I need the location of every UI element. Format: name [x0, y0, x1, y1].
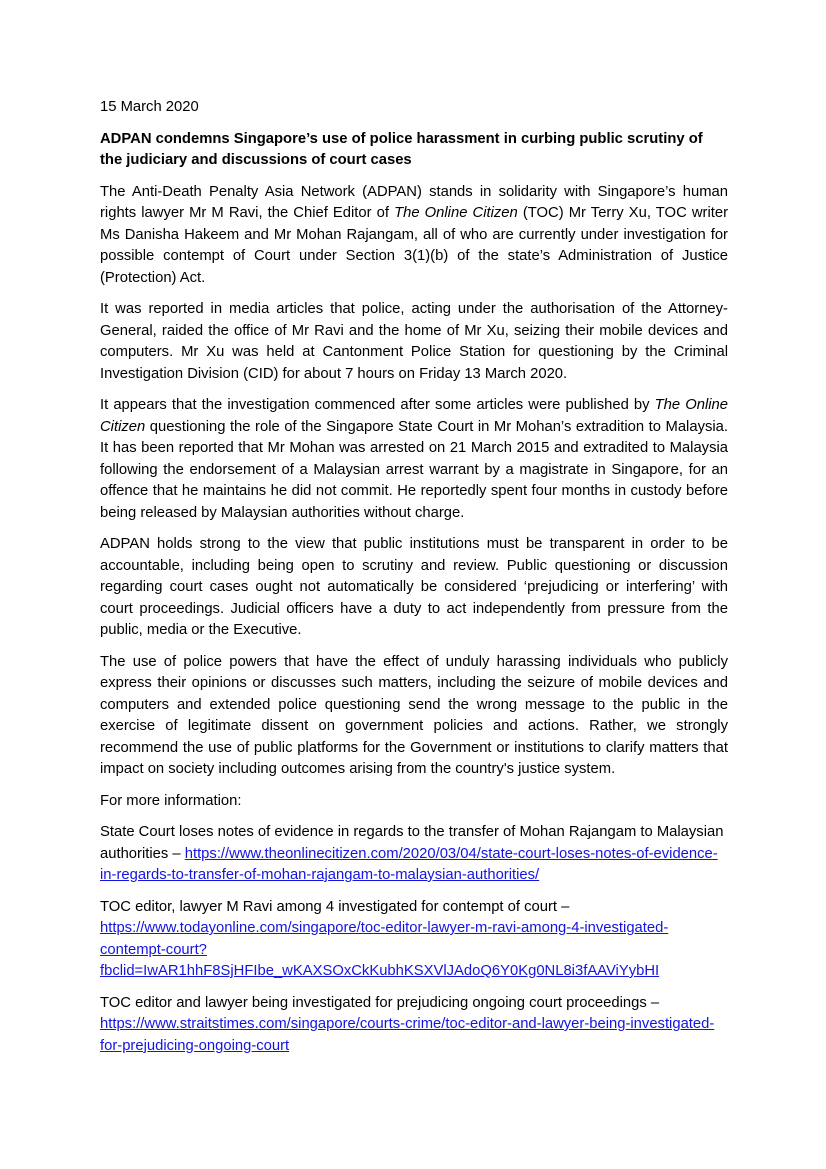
link-paragraph-state-court — [100, 822, 728, 887]
link-lead-text: State Court loses notes of evidence in regards to the transfer of Mohan Rajangam to Malaysian authorities – — [100, 824, 724, 862]
paragraph-police-powers: The use of police powers that have the effect of unduly harassing individuals who publicly express their opinions or discusses such matters, including the seizure of mobile devices and computers and extended police questioning send the wrong message to the public in the exercise of legitimate dissent on government policies and actions. Rather, we strongly recommend the use of public platforms for the Government or institutions to clarify matters that impact on society including outcomes arising from the country's justice system. — [100, 653, 728, 777]
link-paragraph-toc-editor-prejudicing — [100, 993, 728, 1058]
link-lead-text: TOC editor and lawyer being investigated for prejudicing ongoing court proceedings – — [100, 994, 660, 1011]
link-lead-text: TOC editor, lawyer M Ravi among 4 investigated for contempt of court – — [100, 898, 570, 915]
link-straitstimes-article[interactable]: https://www.straitstimes.com/singapore/courts-crime/toc-editor-and-lawyer-being-investigated-for-prejudicing-ongoing-court — [100, 1016, 715, 1054]
paragraph-text: It appears that the investigation commenced after some articles were published by — [100, 397, 655, 413]
paragraph-text: The Anti-Death Penalty Asia Network (ADPAN) stands in solidarity with Singapore’s human rights lawyer Mr M Ravi, the Chief Editor of — [100, 183, 728, 221]
link-paragraph-toc-editor-contempt — [100, 897, 728, 983]
paragraph-text: (TOC) Mr Terry Xu, TOC writer Ms Danisha Hakeem and Mr Mohan Rajangam, all of who are currently under investigation for possible contempt of Court under Section 3(1)(b) of the state’s Administration of Justice (Protection) Act. — [100, 205, 729, 286]
paragraph-police-raid: It was reported in media articles that police, acting under the authorisation of the Attorney-General, raided the office of Mr Ravi and the home of Mr Xu, seizing their mobile devices and computers. Mr Xu was held at Cantonment Police Station for questioning by the Criminal Investigation Division (CID) for about 7 hours on Friday 13 March 2020. — [100, 301, 728, 382]
paragraph-solidarity — [100, 182, 728, 290]
link-theonlinecitizen-article[interactable]: https://www.theonlinecitizen.com/2020/03/04/state-court-loses-notes-of-evidence-in-regards-to-transfer-of-mohan-rajangam-to-malaysian-authorities/ — [100, 845, 718, 883]
publication-name-italic: The Online Citizen — [394, 205, 518, 221]
publication-name-italic: The Online Citizen — [100, 397, 728, 435]
link-todayonline-article[interactable]: https://www.todayonline.com/singapore/toc-editor-lawyer-m-ravi-among-4-investigated-contempt-court?fbclid=IwAR1hhF8SjHFIbe_wKAXSOxCkKubhKSXVlJAdoQ6Y0Kg0NL8i3fAAViYybHI — [100, 920, 669, 979]
document-title: ADPAN condemns Singapore’s use of police harassment in curbing public scrutiny of the judiciary and discussions of court cases — [100, 130, 703, 168]
paragraph-investigation-origin — [100, 395, 728, 524]
paragraph-text: questioning the role of the Singapore State Court in Mr Mohan’s extradition to Malaysia. It has been reported that Mr Mohan was arrested on 21 March 2015 and extradited to Malaysia following the endorsement of a Malaysian arrest warrant by a magistrate in Singapore, for an offence that he maintains he did not commit. He reportedly spent four months in custody before being released by Malaysian authorities without charge. — [100, 418, 728, 521]
more-information-heading: For more information: — [100, 792, 242, 809]
document-date: 15 March 2020 — [100, 99, 199, 115]
paragraph-adpan-view: ADPAN holds strong to the view that public institutions must be transparent in order to be accountable, including being open to scrutiny and review. Public questioning or discussion regarding court cases ought not automatically be considered ‘prejudicing or interfering’ with court proceedings. Judicial officers have a duty to act independently from pressure from the public, media or the Executive. — [100, 536, 728, 638]
